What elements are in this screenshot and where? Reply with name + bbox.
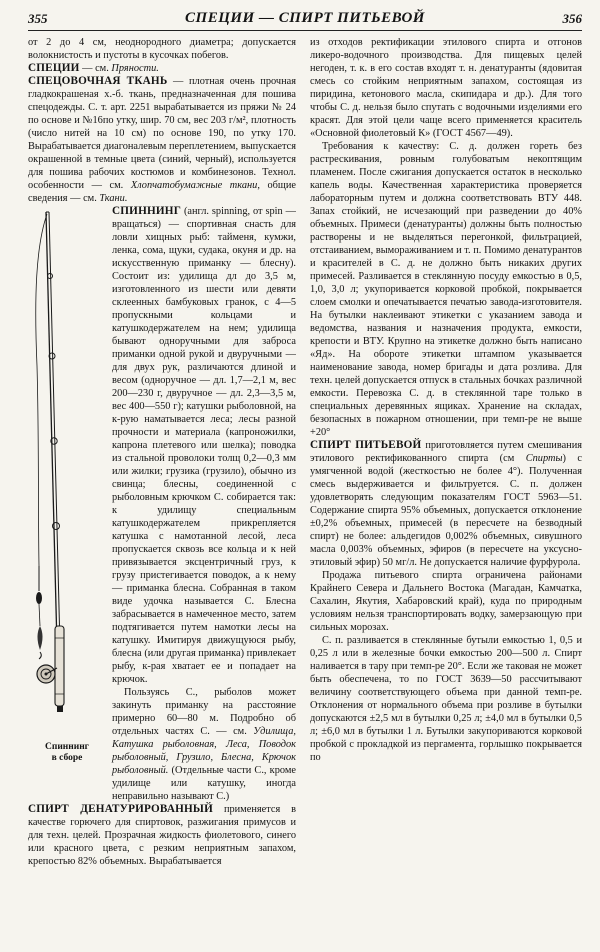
entry-spetsii: СПЕЦИИ — см. Пряности. — [28, 62, 159, 74]
headword: СПИРТ ПИТЬЕВОЙ — [310, 439, 422, 451]
right-column — [310, 36, 582, 941]
paragraph: Продажа питьевого спирта ограничена районами Крайнего Севера и Дальнего Востока (Магадан, Камчатка, Сахалин, Якутия, Хабаровский край), куда по природным условиям нельзя транспортировать водку, замерзающую при сильных морозах. — [310, 570, 582, 633]
paragraph: Пользуясь С., рыболов может закинуть приманку на расстояние примерно 60—80 м. Подробно об отдельных частях С. — см. Удилища, Катушка рыболовная, Леса, Поводок рыболовный, Грузило, Блесна, Крючок рыболовный. (Отдельные части С., кроме удилище или катушку, иногда неправильно называют С.) — [112, 687, 296, 802]
figure-caption: Спиннинг в сборе — [44, 742, 90, 763]
paragraph-continuation: из отходов ректификации этилового спирта и отгонов ликеро-водочного производства. Для пищевых целей негоден, т. к. в его состав входят т. н. денатуранты (ядовитая смесь со стойким неприятным запахом, состоящая из пиридина, кетонового масла, скипидара и др.). Для того чтобы С. д. нельзя было спутать с водочными изделиями его красят. Для этой цели чаще всего применяется краситель «Основной фиолетовый К» (ГОСТ 4567—49). — [310, 37, 582, 139]
paragraph: Требования к качеству: С. д. должен гореть без растрескивания, ровным голубоватым некоптящим пламенем. После сжигания допускается остаток в несколько капель воды. Качественная характеристика проверяется лабораторным путем и должна соответствовать ВТУ 448. Запах стойкий, не исчезающий при разведении до 40% объемных. Примеси (денатуранты) должны быть полностью растворены и не выделяться перегонкой, фильтрацией, отстаиванием, вымораживанием и т. п. Помимо денатурантов и красителей в С. д. не должно быть никаких других примесей. Разливается в стеклянную посуду емкостью в 0,5, 1,0, 3,0 л; укупоривается корковой пробкой, покрывается слоем смолки и опечатывается печатью завода-изготовителя. На бутылки наклеивают этикетки с указанием завода и ведомства, названия и назначения продукта, емкости, крепости и ВТУ. Крупно на этикетке должно быть написано «Яд». На обороте этикетки штампом указывается наименование завода, номер бригады и дата розлива. Для техн. целей допускается отпуск в стальных бочках различной емкости. Перевозка С. д. в стеклянной таре только в специальных деревянных ящиках. Хранение на складах, безопасных в пожарном отношении, при темп-ре не выше +20° — [310, 141, 582, 438]
entry-spetsovochnaya-tkan: СПЕЦОВОЧНАЯ ТКАНЬ — плотная очень прочная гладкокрашеная х.-б. ткань, предназначенная для пошива спецодежды. С. т. арт. 2251 вырабатывается из пряжи № 24 по основе и №16по утку, шир. 70 см, вес 203 г/м², плотность (число нитей на 10 см) по основе 190, по утку 170. Вырабатывается диагоналевым переплетением, выпускается окрашенной в темные цвета (синий, черный), используется для пошива рабочих костюмов и комбинезонов. Технол. особенности — см. Хлопчатобумажные ткани, общие сведения — см. Ткани. — [28, 75, 296, 204]
headword: СПЕЦИИ — [28, 62, 80, 74]
headword: СПИННИНГ — [112, 205, 182, 217]
cross-reference: Ткани. — [99, 193, 128, 204]
cross-reference: Хлопчатобумажные ткани — [130, 180, 258, 191]
running-title: СПЕЦИИ — СПИРТ ПИТЬЕВОЙ — [185, 10, 425, 26]
paragraph: С. п. разливается в стеклянные бутыли емкостью 1, 0,5 и 0,25 л или в железные бочки емкостью 200—500 л. Спирт наливается в тару при темп-ре 20°. Если же таковая не может быть обеспечена, то по ГОСТ 3639—50 рассчитывают величину соответствующего объема при данной темп-ре. Отклонения от нормального объема при розливе в бутылки допускаются ±2,5 мл в бутылки 0,25 л; ±4,0 мл в бутылки 0,5 л; ±6,0 мл в бутылки 1 л. Бутылки закупориваются корковой пробкой с прокладкой из пергамента, горлышко покрывается по — [310, 635, 582, 763]
page-number-right: 356 — [562, 11, 582, 26]
spinning-rod-figure — [28, 206, 106, 802]
cross-reference: Удилища, Катушка рыболовная, Леса, Поводок рыболовный, Грузило, Блесна, Крючок рыболовный. — [112, 726, 296, 776]
entry-spinning: СПИННИНГ Спиннинг в сборе (англ. spinning, от spin — вращаться) — спортивная снасть для ловли хищных рыб: тайменя, кумжи, ленка, сома, щуки, судака, окуня и др. на искусственную приманку — блесну). Состоит из: удилища дл до 3,5 м, изготовленного из шести или девяти склеенных бамбуковых гранок, с 4—5 пропускными кольцами и катушкодержателем на нем; удилища бывают одноручными для заброса приманки одной рукой и двуручными — для двух рук, различаются длиной и весом (одноручное — дл. 1,7—2,1 м, вес 200—230 г, двуручное — дл. 2,3—3,5 м, вес 400—550 г); катушки рыболовной, на к-рую наматывается леса; лесы разной прочности и материала (капроножилки, капрона плетевого или шелка); поводка из стальной проволоки толщ 0,2—0,3 мм или жилки; грузика (грузило), обычно из свинца; блесны, соединенной с рыболовным крючком С. собирается так: к удилищу специальным катушкодержателем прикрепляется катушка с намотанной лесой, леса пропускается сквозь все кольца и к ней привязывается эксцентричный груз, к грузу пристегивается поводок, а к нему — приманка блесна. Собранная в таком виде удочка называется С. Блесна забрасывается в намеченное место, затем подтягивается путем намотки лесы на катушку. Имитируя движущуюся рыбу, блесна (или другая приманка) привлекает рыбу, к-рая хватает ее и попадает на крючок. — [28, 205, 296, 686]
cross-reference: Спирты — [525, 453, 563, 464]
entry-spirt-pitevoi: СПИРТ ПИТЬЕВОЙ приготовляется путем смешивания этилового ректификованного спирта (см Спирты) с умягченной водой (жесткостью не более 4°). Полученная смесь выдерживается и фильтруется. С. п. должен удовлетворять следующим показателям ГОСТ 5963—51. Содержание спирта 95% объемных, допускается отклонение ±0,2% объемных, примесей (в пересчете на безводный спирт) не более: альдегидов 0,002% объемных, сивушного масла 0,003% объемных, эфиров (в пересчете на уксусно-этиловый эфир) 50 мг/л. Не допускается наличие фурфурола. — [310, 439, 582, 568]
headword: СПИРТ ДЕНАТУРИРОВАННЫЙ — [28, 803, 214, 815]
left-column — [28, 36, 296, 941]
page-number-left: 355 — [28, 11, 48, 26]
entry-spirt-denaturirovanny: СПИРТ ДЕНАТУРИРОВАННЫЙ применяется в качестве горючего для спиртовок, разжигания примусов и для техн. целей. Прозрачная жидкость фиолетового, синего или красного цвета, с резким неприятным запахом, крепостью 82% объемных. Вырабатывается — [28, 803, 296, 867]
paragraph-continuation: от 2 до 4 см, неоднородного диаметра; допускается волокнистость и пустоты в кусочках побегов. — [28, 37, 296, 61]
running-header — [28, 10, 582, 31]
fishing-rod-illustration — [28, 206, 106, 802]
cross-reference: Пряности. — [111, 63, 159, 74]
headword: СПЕЦОВОЧНАЯ ТКАНЬ — [28, 75, 168, 87]
